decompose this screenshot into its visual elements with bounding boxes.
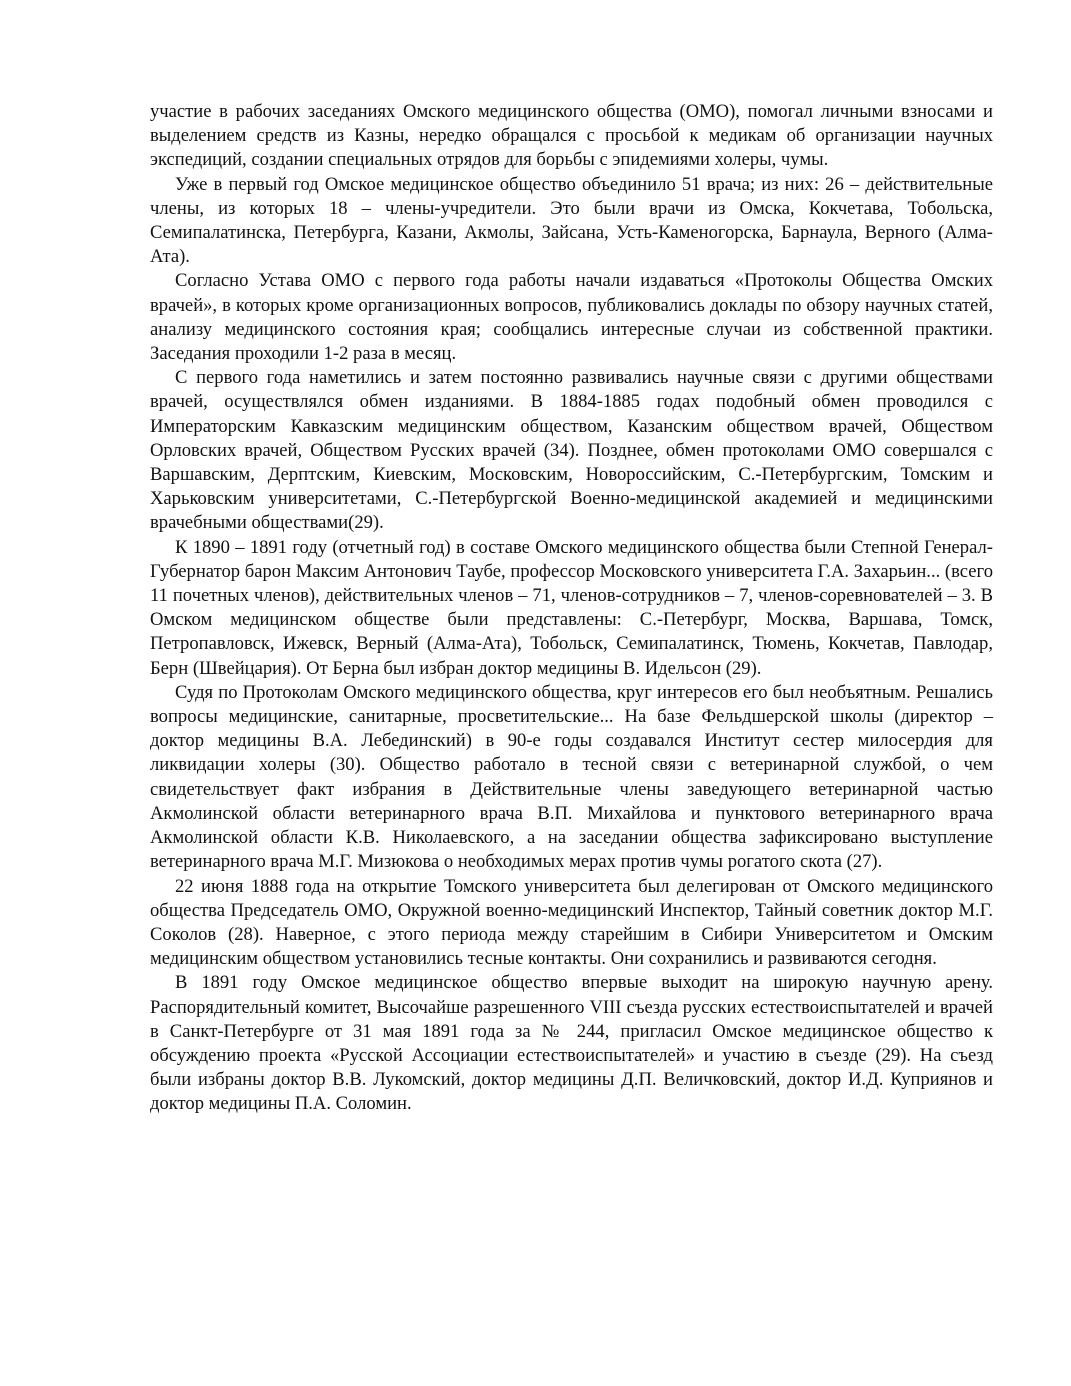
- paragraph-protocols: Согласно Устава ОМО с первого года работы начали издаваться «Протоколы Общества Омских врачей», в которых кроме организационных вопросов, публиковались доклады по обзору научных статей, анализу медицинского состояния края; сообщались интересные случаи из собственной практики. Заседания проходили 1-2 раза в месяц.: [150, 270, 993, 365]
- paragraph-first-year-members: Уже в первый год Омское медицинское общество объединило 51 врача; из них: 26 – действительные члены, из которых 18 – члены-учредители. Это были врачи из Омска, Кокчетава, Тобольска, Семипалатинска, Петербурга, Казани, Акмолы, Зайсана, Усть-Каменогорска, Барнаула, Верного (Алма-Ата).: [150, 173, 993, 268]
- paragraph-continued: участие в рабочих заседаниях Омского медицинского общества (ОМО), помогал личными взносами и выделением средств из Казны, нередко обращался с просьбой к медикам об организации научных экспедиций, создании специальных отрядов для борьбы с эпидемиями холеры, чумы.: [150, 101, 993, 171]
- paragraph-interests: Судя по Протоколам Омского медицинского общества, круг интересов его был необъятным. Решались вопросы медицинские, санитарные, просветительские... На базе Фельдшерской школы (директор – доктор медицины В.А. Лебединский) в 90-е годы создавался Институт сестер милосердия для ликвидации холеры (30). Общество работало в тесной связи с ветеринарной службой, о чем свидетельствует факт избрания в Действительные члены заведующего ветеринарной частью Акмолинской области ветеринарного врача В.П. Михайлова и пунктового ветеринарного врача Акмолинской области К.В. Николаевского, а на заседании общества зафиксировано выступление ветеринарного врача М.Г. Мизюкова о необходимых мерах против чумы рогатого скота (27).: [150, 681, 993, 873]
- paragraph-scientific-links: С первого года наметились и затем постоянно развивались научные связи с другими обществами врачей, осуществлялся обмен изданиями. В 1884-1885 годах подобный обмен проводился с Императорским Кавказским медицинским обществом, Казанским обществом врачей, Обществом Орловских врачей, Обществом Русских врачей (34). Позднее, обмен протоколами ОМО совершался с Варшавским, Дерптским, Киевским, Московским, Новороссийским, С.-Петербургским, Томским и Харьковским университетами, С.-Петербургской Военно-медицинской академией и медицинскими врачебными обществами(29).: [150, 367, 993, 534]
- paragraph-1891-congress: В 1891 году Омское медицинское общество впервые выходит на широкую научную арену. Распорядительный комитет, Высочайше разрешенного VIII съезда русских естествоиспытателей и врачей в Санкт-Петербурге от 31 мая 1891 года за № 244, пригласил Омское медицинское общество к обсуждению проекта «Русской Ассоциации естествоиспытателей» и участию в съезде (29). На съезд были избраны доктор В.В. Лукомский, доктор медицины Д.П. Величковский, доктор И.Д. Куприянов и доктор медицины П.А. Соломин.: [150, 972, 993, 1115]
- paragraph-1890-1891-membership: К 1890 – 1891 году (отчетный год) в составе Омского медицинского общества были Степной Генерал-Губернатор барон Максим Антонович Таубе, профессор Московского университета Г.А. Захарьин... (всего 11 почетных членов), действительных членов – 71, членов-сотрудников – 7, членов-соревнователей – 3. В Омском медицинском обществе были представлены: С.-Петербург, Москва, Варшава, Томск, Петропавловск, Ижевск, Верный (Алма-Ата), Тобольск, Семипалатинск, Тюмень, Кокчетав, Павлодар, Берн (Швейцария). От Берна был избран доктор медицины В. Идельсон (29).: [150, 536, 993, 679]
- document-page: [150, 100, 993, 1117]
- paragraph-tomsk-university: 22 июня 1888 года на открытие Томского университета был делегирован от Омского медицинского общества Председатель ОМО, Окружной военно-медицинский Инспектор, Тайный советник доктор М.Г. Соколов (28). Наверное, с этого периода между старейшим в Сибири Университетом и Омским медицинским обществом установились тесные контакты. Они сохранились и развиваются сегодня.: [150, 875, 993, 970]
